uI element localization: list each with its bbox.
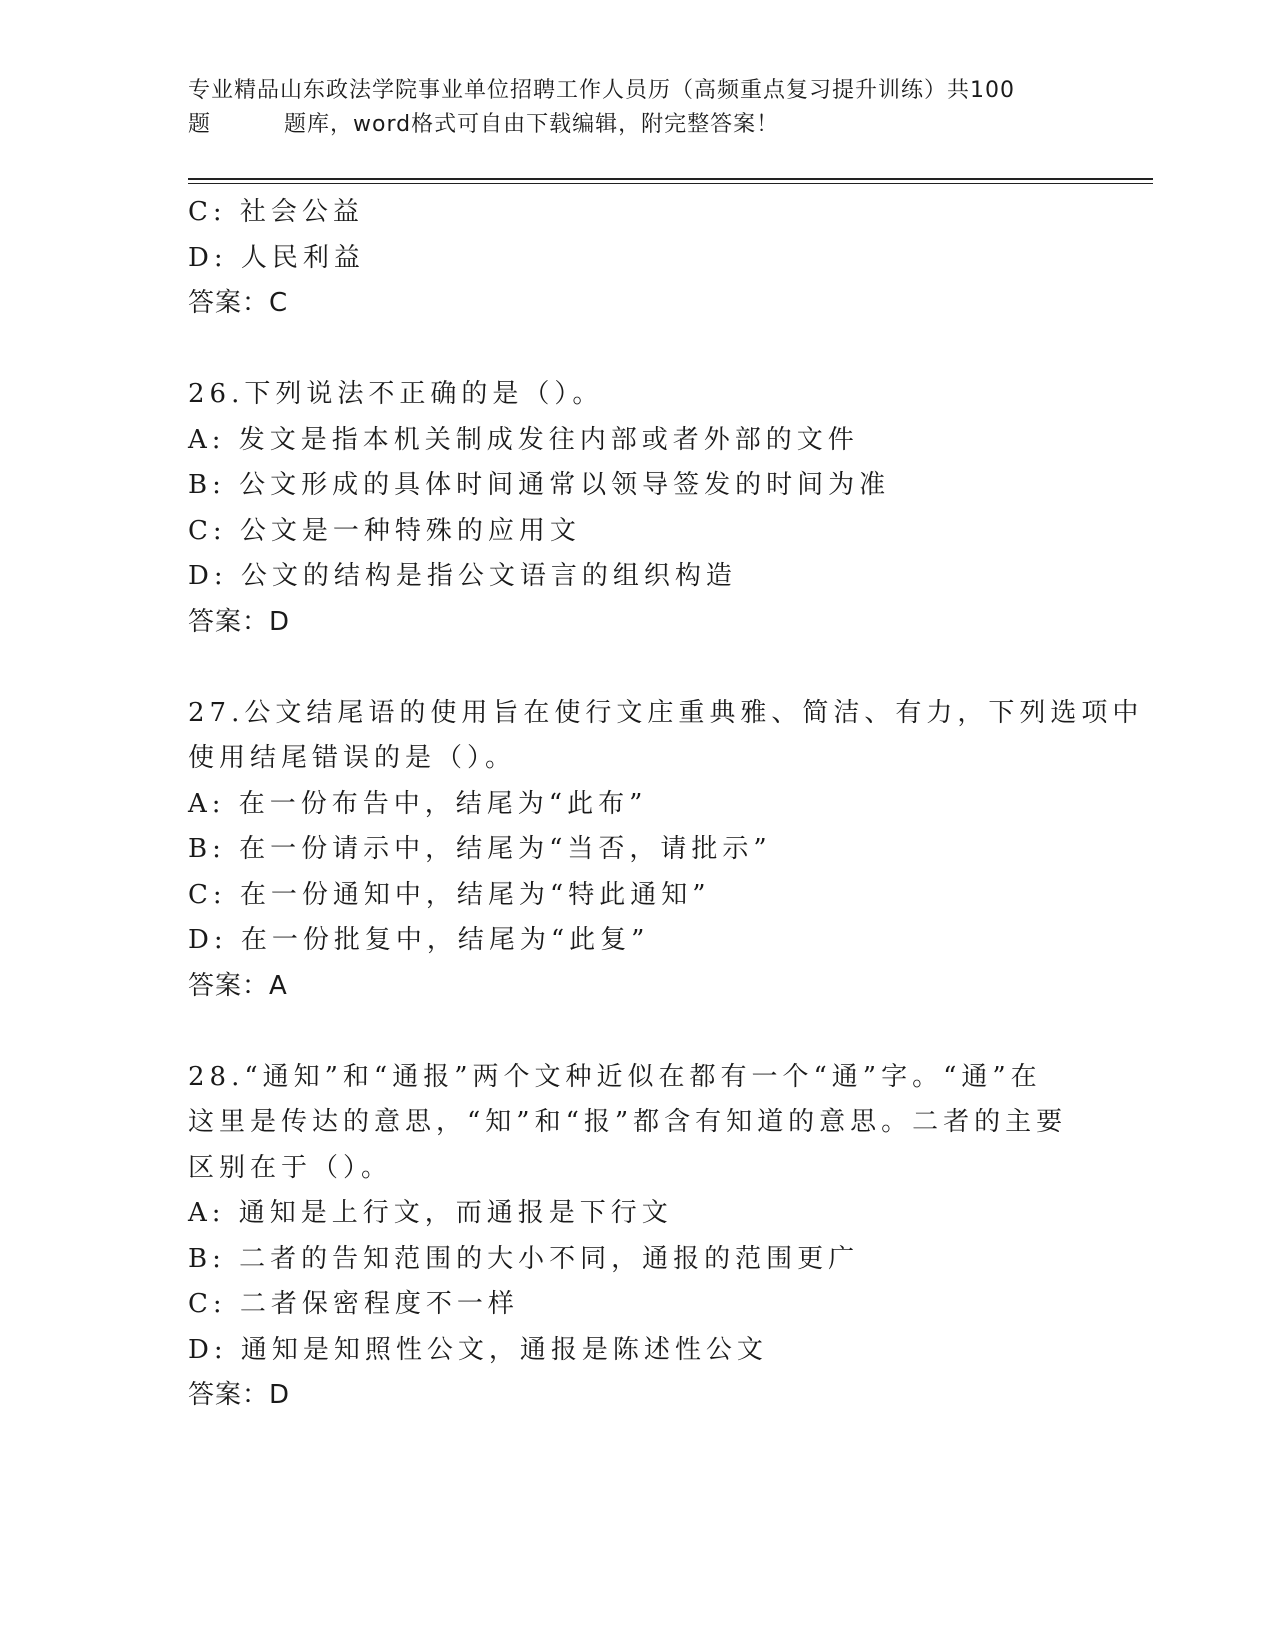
answer: 答案：D <box>188 1380 291 1410</box>
spacer <box>188 327 1088 373</box>
question-stem: 26.下列说法不正确的是（）。 <box>188 379 604 409</box>
document-header <box>188 74 1088 142</box>
question-stem-line-2: 使用结尾错误的是（）。 <box>188 743 517 773</box>
question-26 <box>188 372 1088 645</box>
document-body <box>188 190 1144 1419</box>
header-line-1: 专业精品山东政法学院事业单位招聘工作人员历（高频重点复习提升训练）共100 <box>188 78 1015 103</box>
answer: 答案：A <box>188 970 288 1001</box>
answer: 答案：D <box>188 606 291 637</box>
option-a: A: 通知是上行文，而通报是下行文 <box>188 1198 673 1228</box>
question-stem-line-2: 这里是传达的意思，“知”和“报”都含有知道的意思。二者的主要 <box>188 1107 1068 1137</box>
option-b: B: 公文形成的具体时间通常以领导签发的时间为准 <box>188 470 891 500</box>
header-line-2-end: 题库，word格式可自由下载编辑，附完整答案！ <box>284 112 780 137</box>
question-stem-line-1: 27.公文结尾语的使用旨在使行文庄重典雅、简洁、有力，下列选项中 <box>188 697 1144 728</box>
option-a: A: 在一份布告中，结尾为“此布” <box>188 788 648 819</box>
option-b: B: 在一份请示中，结尾为“当否，请批示” <box>188 834 772 864</box>
option-d: D: 公文的结构是指公文语言的组织构造 <box>188 561 737 591</box>
option-a: A: 发文是指本机关制成发往内部或者外部的文件 <box>188 424 859 455</box>
option-c: C: 公文是一种特殊的应用文 <box>188 515 581 546</box>
option-d: D: 人民利益 <box>188 242 365 273</box>
header-divider-thin <box>188 183 1153 184</box>
option-c: C: 在一份通知中，结尾为“特此通知” <box>188 879 711 910</box>
header-divider-thick <box>188 178 1153 180</box>
option-c: C: 二者保密程度不一样 <box>188 1289 519 1319</box>
header-line-2-start: 题 <box>188 112 212 137</box>
option-d: D: 通知是知照性公文，通报是陈述性公文 <box>188 1334 768 1365</box>
question-27 <box>188 691 1144 1010</box>
question-stem-line-1: 28.“通知”和“通报”两个文种近似在都有一个“通”字。“通”在 <box>188 1061 1042 1092</box>
question-25-tail <box>188 190 1088 327</box>
option-b: B: 二者的告知范围的大小不同，通报的范围更广 <box>188 1243 860 1274</box>
spacer <box>188 1009 1088 1055</box>
question-stem-line-3: 区别在于（）。 <box>188 1152 393 1183</box>
spacer <box>188 645 1088 691</box>
answer: 答案：C <box>188 288 289 318</box>
option-c: C: 社会公益 <box>188 197 364 227</box>
question-28 <box>188 1055 1088 1419</box>
option-d: D: 在一份批复中，结尾为“此复” <box>188 925 650 955</box>
header-line-2 <box>188 108 1088 142</box>
